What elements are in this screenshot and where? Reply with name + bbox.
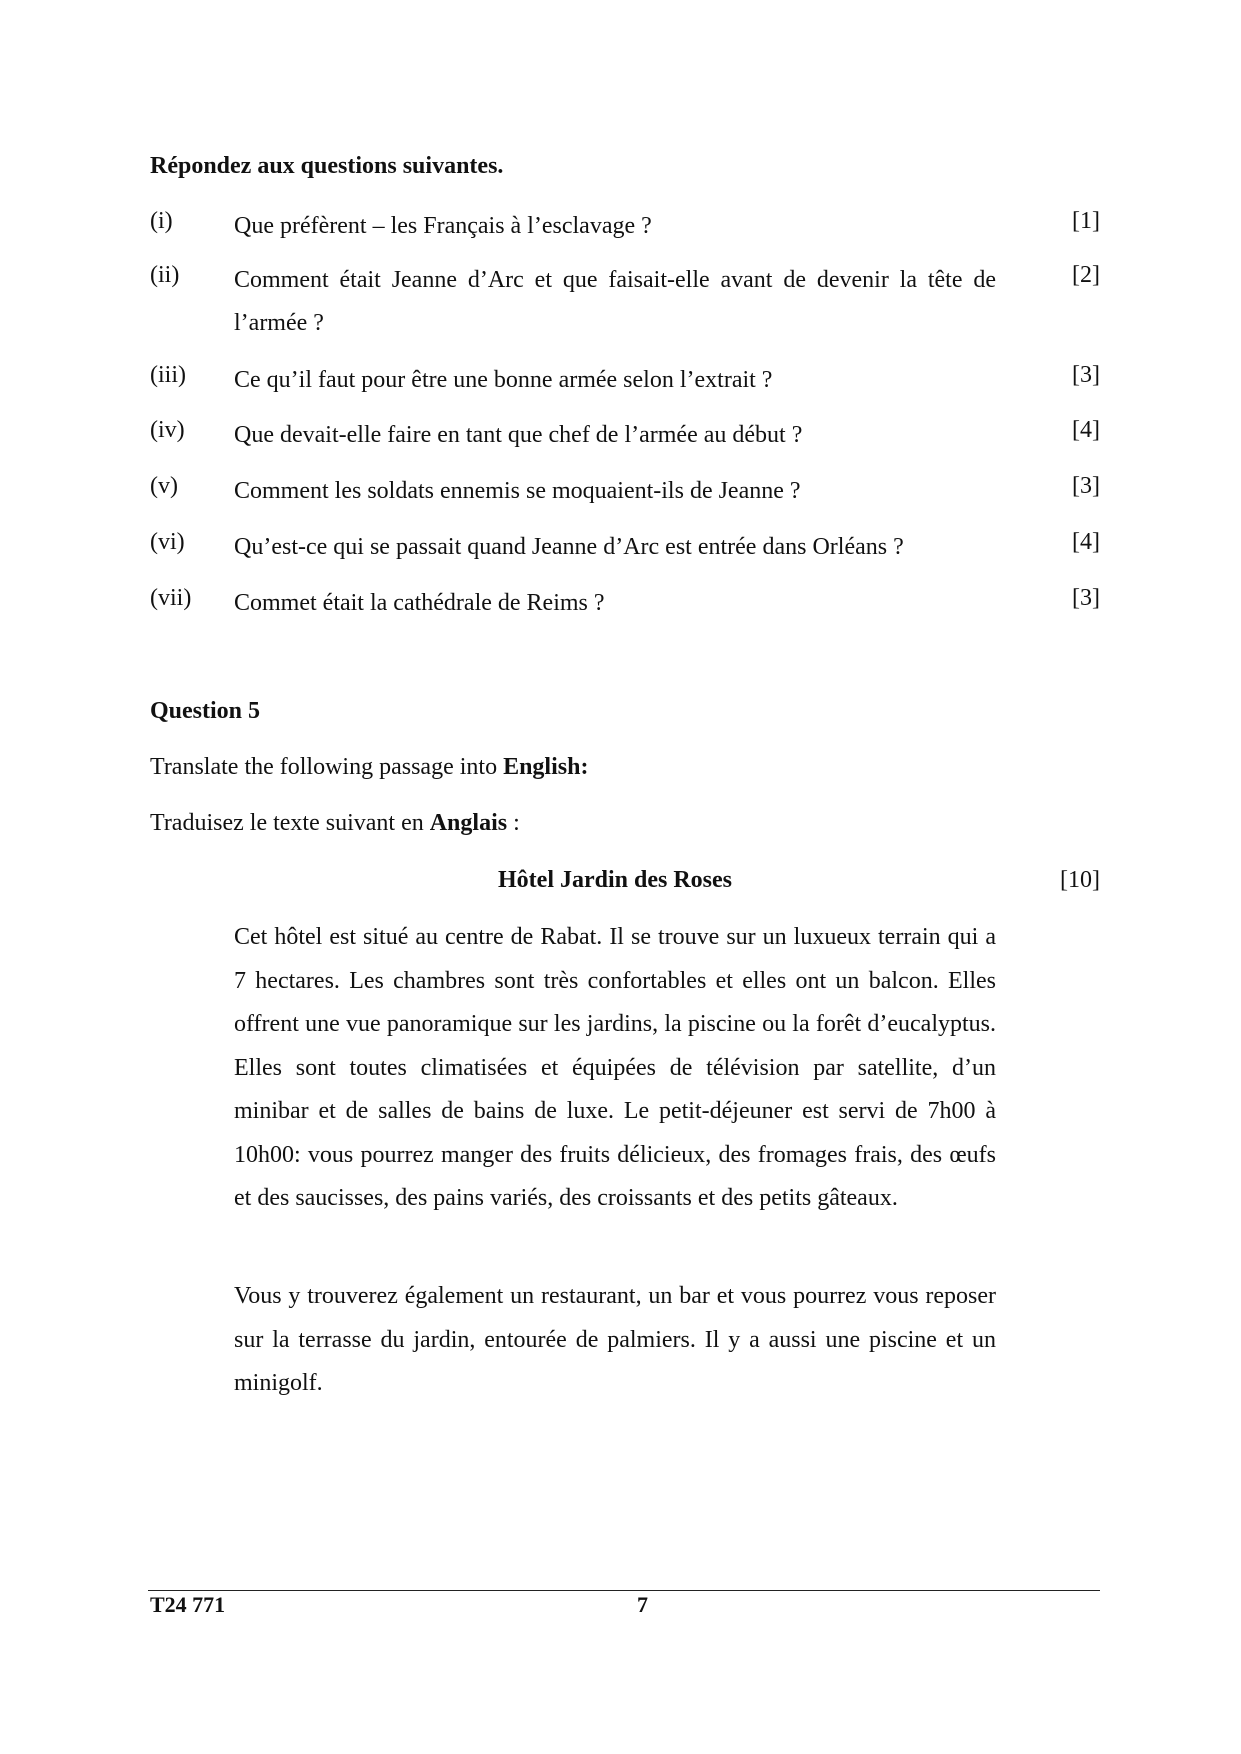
question-text: Que devait-elle faire en tant que chef de l’armée au début ? [234, 422, 803, 448]
question-mark: [3] [1072, 362, 1100, 388]
instruction-french [150, 807, 520, 841]
instruction-french-suffix: : [507, 810, 520, 836]
passage-mark: [10] [1060, 867, 1100, 893]
footer-paper-code: T24 771 [150, 1592, 226, 1617]
question-text: Qu’est-ce qui se passait quand Jeanne d’Arc est entrée dans Orléans ? [234, 534, 904, 560]
question-mark: [4] [1072, 529, 1100, 555]
question-number: (iv) [150, 417, 185, 443]
question-text: Que préfèrent – les Français à l’esclavage ? [234, 213, 652, 239]
instruction-french-emphasis: Anglais [429, 810, 508, 836]
footer-page-number: 7 [637, 1592, 648, 1617]
question-text: Commet était la cathédrale de Reims ? [234, 590, 605, 616]
question-text: Ce qu’il faut pour être une bonne armée selon l’extrait ? [234, 367, 773, 393]
question-text: Comment les soldats ennemis se moquaient-ils de Jeanne ? [234, 478, 801, 504]
instruction-english [150, 751, 588, 785]
question-text: Comment était Jeanne d’Arc et que faisait-elle avant de devenir la tête de l’armée ? [234, 267, 996, 336]
passage-title: Hôtel Jardin des Roses [498, 867, 732, 893]
question-mark: [2] [1072, 262, 1100, 288]
question-mark: [4] [1072, 417, 1100, 443]
question-mark: [1] [1072, 208, 1100, 234]
question-number: (ii) [150, 262, 180, 288]
question-mark: [3] [1072, 585, 1100, 611]
question-number: (vi) [150, 529, 185, 555]
question-5-heading: Question 5 [150, 698, 261, 724]
instruction-english-text: Translate the following passage into [150, 754, 504, 780]
footer-divider [148, 1590, 1100, 1591]
question-number: (i) [150, 208, 173, 234]
passage-paragraph: Cet hôtel est situé au centre de Rabat. Il se trouve sur un luxueux terrain qui a 7 hectares. Les chambres sont très confortables et elles ont un balcon. Elles offrent une vue panoramique sur les jardins, la piscine ou la forêt d’eucalyptus. Elles sont toutes climatisées et équipées de télévision par satellite, d’un minibar et de salles de bains de luxe. Le petit-déjeuner est servi de 7h00 à 10h00: vous pourrez manger des fruits délicieux, des fromages frais, des œufs et des saucisses, des pains variés, des croissants et des petits gâteaux. [234, 924, 996, 1211]
instruction-english-emphasis: English: [503, 754, 589, 780]
passage-paragraph: Vous y trouverez également un restaurant, un bar et vous pourrez vous reposer sur la terrasse du jardin, entourée de palmiers. Il y a aussi une piscine et un minigolf. [234, 1283, 996, 1396]
question-number: (v) [150, 473, 178, 499]
passage-body-continued [234, 1275, 996, 1406]
passage-body [234, 916, 996, 1221]
question-number: (iii) [150, 362, 186, 388]
passage-title-row [150, 864, 1100, 898]
question-number: (vii) [150, 585, 192, 611]
instruction-french-text: Traduisez le texte suivant en [150, 810, 430, 836]
section-heading: Répondez aux questions suivantes. [150, 153, 504, 179]
question-mark: [3] [1072, 473, 1100, 499]
